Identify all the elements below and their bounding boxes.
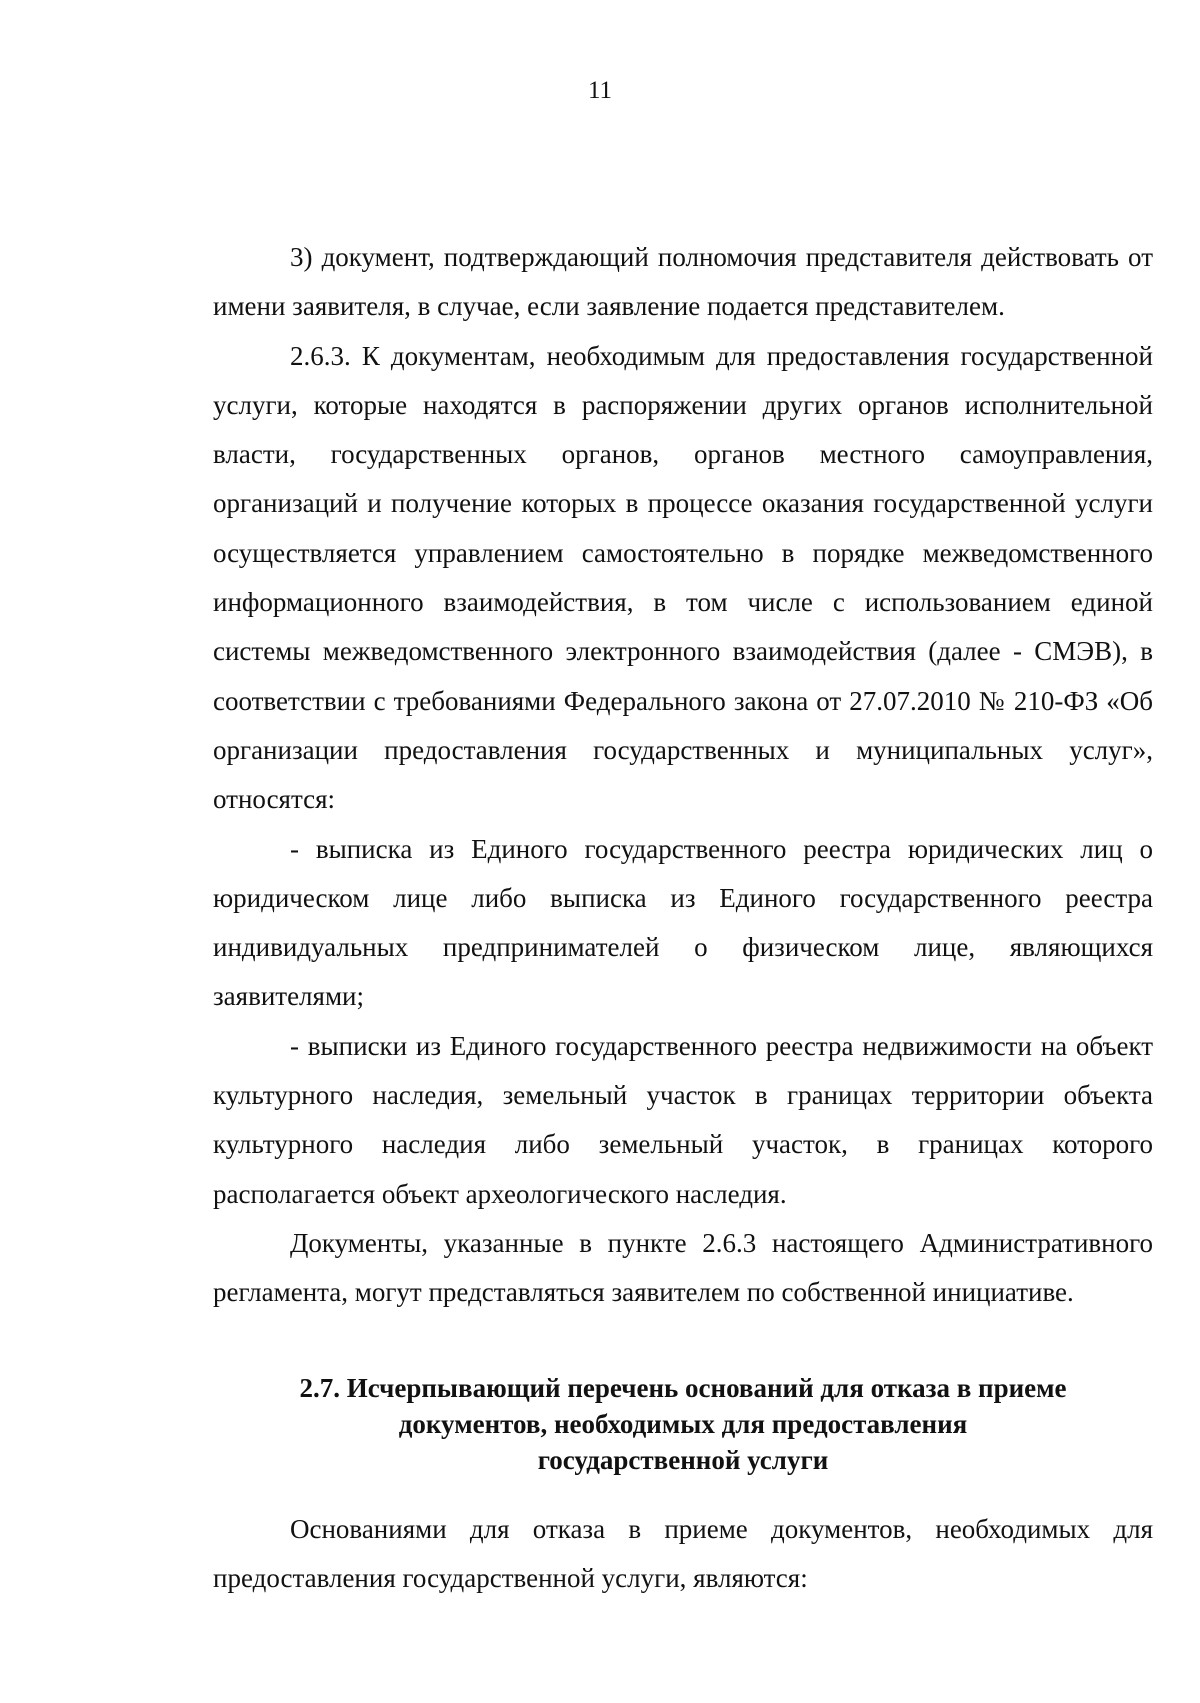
section-heading-line: документов, необходимых для предоставления xyxy=(398,1409,968,1439)
page-number: 11 xyxy=(587,77,613,104)
section-heading-line: 2.7. Исчерпывающий перечень оснований для отказа в приеме xyxy=(299,1373,1067,1403)
paragraph-2-6-3: 2.6.3. К документам, необходимым для предоставления государственной услуги, которые находятся в распоряжении других органов исполнительной власти, государственных органов, органов местного самоуправления, организаций и получение которых в процессе оказания государственной услуги осуществляется управлением самостоятельно в порядке межведомственного информационного взаимодействия, в том числе с использованием единой системы межведомственного электронного взаимодействия (далее - СМЭВ), в соответствии с требованиями Федерального закона от 27.07.2010 № 210-ФЗ «Об организации предоставления государственных и муниципальных услуг», относятся: xyxy=(213,340,1153,815)
body-text xyxy=(213,233,1153,1318)
list-item-legal-entity-extract: - выписка из Единого государственного реестра юридических лиц о юридическом лице либо выписка из Единого государственного реестра индивидуальных предпринимателей о физическом лице, являющихся заявителями; xyxy=(213,833,1153,1012)
list-item-real-estate-extract: - выписки из Единого государственного реестра недвижимости на объект культурного наследия, земельный участок в границах территории объекта культурного наследия либо земельный участок, в границах которого располагается объект археологического наследия. xyxy=(213,1030,1153,1209)
paragraph-representative-document: 3) документ, подтверждающий полномочия представителя действовать от имени заявителя, в случае, если заявление подается представителем. xyxy=(213,242,1153,322)
paragraph-own-initiative: Документы, указанные в пункте 2.6.3 настоящего Административного регламента, могут представляться заявителем по собственной инициативе. xyxy=(213,1227,1153,1308)
section-heading-line: государственной услуги xyxy=(537,1445,829,1475)
paragraph-refusal-grounds: Основаниями для отказа в приеме документов, необходимых для предоставления государственной услуги, являются: xyxy=(213,1514,1153,1594)
body-text-bottom xyxy=(213,1505,1153,1604)
section-heading-2-7 xyxy=(213,1370,1153,1478)
